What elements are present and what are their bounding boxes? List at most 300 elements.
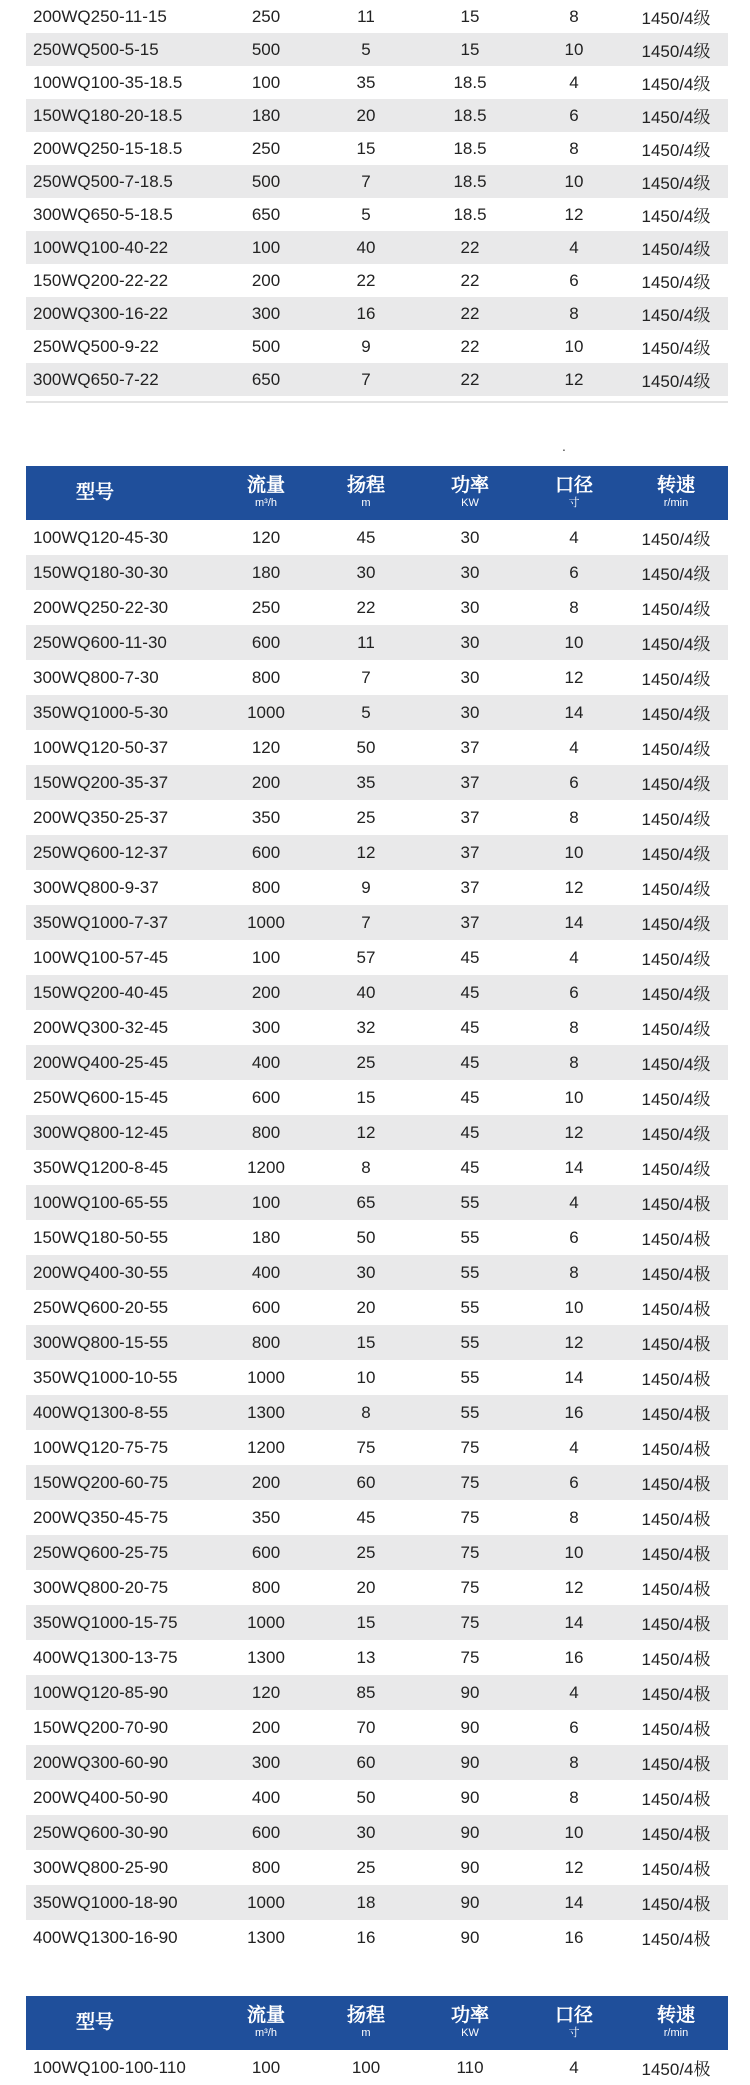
cell-flow: 300 (251, 1017, 281, 1037)
cell-power: 30 (460, 597, 480, 617)
cell-caliber: 4 (569, 1192, 579, 1212)
cell-speed: 1450/4级 (641, 339, 711, 358)
cell-caliber: 10 (564, 632, 584, 652)
cell-power: 90 (460, 1927, 480, 1947)
cell-head: 75 (356, 1437, 376, 1457)
table-row (26, 870, 728, 905)
cell-power: 30 (460, 632, 480, 652)
table-row (26, 1570, 728, 1605)
cell-flow: 1300 (247, 1647, 285, 1667)
cell-speed: 1450/4极 (641, 1510, 711, 1529)
cell-flow: 1000 (247, 1367, 285, 1387)
cell-caliber: 4 (569, 72, 579, 92)
cell-head: 5 (361, 39, 371, 59)
cell-caliber: 14 (564, 1367, 584, 1387)
table-row (26, 330, 728, 363)
cell-speed: 1450/4级 (641, 775, 711, 794)
cell-speed: 1450/4级 (641, 141, 711, 160)
cell-caliber: 8 (569, 1787, 579, 1807)
cell-caliber: 8 (569, 1507, 579, 1527)
cell-caliber: 10 (564, 171, 584, 191)
cell-caliber: 10 (564, 1297, 584, 1317)
cell-head: 35 (356, 72, 376, 92)
cell-model: 300WQ800-12-45 (33, 1122, 169, 1142)
header-speed: 转速 r/min (656, 2005, 695, 2040)
cell-model: 250WQ600-25-75 (33, 1542, 169, 1562)
cell-power: 15 (460, 6, 480, 26)
cell-model: 350WQ1000-10-55 (33, 1367, 178, 1387)
cell-model: 250WQ500-9-22 (33, 336, 159, 356)
cell-model: 200WQ250-15-18.5 (33, 138, 183, 158)
cell-head: 100 (351, 2057, 381, 2077)
cell-caliber: 6 (569, 1227, 579, 1247)
cell-speed: 1450/4级 (641, 174, 711, 193)
cell-caliber: 14 (564, 1612, 584, 1632)
cell-head: 50 (356, 737, 376, 757)
table-row (26, 1640, 728, 1675)
table-row (26, 765, 728, 800)
header-flow: 流量 m³/h (246, 475, 285, 510)
cell-model: 150WQ200-60-75 (33, 1472, 169, 1492)
cell-flow: 1000 (247, 1892, 285, 1912)
table-row (26, 695, 728, 730)
cell-caliber: 8 (569, 1017, 579, 1037)
table-row (26, 2050, 728, 2085)
table-row (26, 1150, 728, 1185)
cell-model: 400WQ1300-16-90 (33, 1927, 178, 1947)
cell-power: 37 (460, 877, 480, 897)
cell-caliber: 6 (569, 1717, 579, 1737)
cell-caliber: 16 (564, 1402, 584, 1422)
cell-flow: 500 (251, 171, 281, 191)
cell-head: 7 (361, 171, 371, 191)
cell-power: 90 (460, 1682, 480, 1702)
table-row (26, 660, 728, 695)
cell-speed: 1450/4极 (641, 1685, 711, 1704)
header-caliber: 口径 寸 (554, 475, 593, 510)
cell-head: 70 (356, 1717, 376, 1737)
cell-power: 45 (460, 1052, 480, 1072)
cell-speed: 1450/4级 (641, 1160, 711, 1179)
table-row (26, 590, 728, 625)
cell-power: 55 (460, 1367, 480, 1387)
cell-speed: 1450/4级 (641, 240, 711, 259)
cell-head: 22 (356, 270, 376, 290)
table-row (26, 1850, 728, 1885)
cell-model: 200WQ400-50-90 (33, 1787, 169, 1807)
cell-power: 55 (460, 1227, 480, 1247)
cell-power: 45 (460, 1087, 480, 1107)
cell-model: 200WQ400-25-45 (33, 1052, 169, 1072)
cell-caliber: 14 (564, 1892, 584, 1912)
cell-caliber: 12 (564, 1332, 584, 1352)
table-row (26, 1325, 728, 1360)
cell-model: 100WQ120-75-75 (33, 1437, 169, 1457)
header-model: 型号 (76, 2012, 115, 2034)
cell-model: 100WQ100-35-18.5 (33, 72, 183, 92)
cell-head: 57 (356, 947, 376, 967)
cell-head: 15 (356, 1612, 376, 1632)
cell-power: 37 (460, 772, 480, 792)
cell-flow: 400 (251, 1052, 281, 1072)
cell-speed: 1450/4极 (641, 1860, 711, 1879)
cell-caliber: 16 (564, 1647, 584, 1667)
cell-speed: 1450/4级 (641, 985, 711, 1004)
cell-head: 15 (356, 1087, 376, 1107)
cell-flow: 180 (251, 562, 281, 582)
cell-flow: 200 (251, 270, 281, 290)
cell-head: 60 (356, 1752, 376, 1772)
cell-caliber: 12 (564, 667, 584, 687)
cell-power: 30 (460, 667, 480, 687)
cell-speed: 1450/4级 (641, 530, 711, 549)
table-row (26, 730, 728, 765)
cell-head: 20 (356, 105, 376, 125)
cell-flow: 300 (251, 1752, 281, 1772)
table-row (26, 1535, 728, 1570)
cell-model: 250WQ600-20-55 (33, 1297, 169, 1317)
cell-speed: 1450/4极 (641, 1825, 711, 1844)
cell-flow: 100 (251, 2057, 281, 2077)
cell-head: 11 (357, 632, 375, 652)
table-row (26, 1220, 728, 1255)
cell-flow: 100 (251, 1192, 281, 1212)
cell-model: 350WQ1200-8-45 (33, 1157, 169, 1177)
header-speed: 转速 r/min (656, 475, 695, 510)
cell-speed: 1450/4极 (641, 1265, 711, 1284)
cell-head: 30 (356, 1262, 376, 1282)
cell-speed: 1450/4极 (641, 1895, 711, 1914)
cell-speed: 1450/4级 (641, 42, 711, 61)
cell-head: 60 (356, 1472, 376, 1492)
cell-speed: 1450/4极 (641, 1580, 711, 1599)
cell-caliber: 8 (569, 138, 579, 158)
table-row (26, 1395, 728, 1430)
cell-flow: 1200 (247, 1437, 285, 1457)
cell-flow: 650 (251, 369, 281, 389)
cell-flow: 1300 (247, 1927, 285, 1947)
cell-head: 40 (356, 237, 376, 257)
cell-power: 110 (456, 2057, 484, 2077)
cell-caliber: 10 (564, 842, 584, 862)
cell-power: 22 (460, 237, 480, 257)
stray-dot: . (562, 438, 566, 454)
cell-speed: 1450/4极 (641, 1650, 711, 1669)
cell-caliber: 4 (569, 1437, 579, 1457)
cell-power: 90 (460, 1857, 480, 1877)
cell-flow: 800 (251, 667, 281, 687)
cell-model: 300WQ650-7-22 (33, 369, 159, 389)
header-power: 功率 KW (450, 475, 489, 510)
header-flow: 流量 m³/h (246, 2005, 285, 2040)
cell-power: 90 (460, 1752, 480, 1772)
cell-speed: 1450/4极 (641, 1405, 711, 1424)
cell-model: 300WQ800-9-37 (33, 877, 159, 897)
cell-flow: 100 (251, 237, 281, 257)
cell-caliber: 12 (564, 877, 584, 897)
cell-model: 100WQ100-57-45 (33, 947, 169, 967)
cell-power: 37 (460, 842, 480, 862)
table-row (26, 1780, 728, 1815)
table-row (26, 1745, 728, 1780)
cell-power: 90 (460, 1892, 480, 1912)
table-row (26, 1430, 728, 1465)
cell-power: 75 (460, 1472, 480, 1492)
table-body (26, 0, 728, 396)
table-header (26, 1996, 728, 2050)
cell-flow: 180 (251, 105, 281, 125)
cell-flow: 250 (251, 597, 281, 617)
table-row (26, 555, 728, 590)
cell-caliber: 10 (564, 336, 584, 356)
cell-head: 10 (356, 1367, 376, 1387)
cell-head: 25 (356, 807, 376, 827)
cell-model: 300WQ800-7-30 (33, 667, 159, 687)
cell-model: 350WQ1000-7-37 (33, 912, 169, 932)
cell-flow: 100 (251, 947, 281, 967)
cell-flow: 1300 (247, 1402, 285, 1422)
cell-power: 30 (460, 527, 480, 547)
cell-model: 400WQ1300-13-75 (33, 1647, 178, 1667)
cell-head: 7 (361, 369, 371, 389)
cell-head: 12 (356, 842, 376, 862)
cell-model: 150WQ200-70-90 (33, 1717, 169, 1737)
cell-head: 7 (361, 667, 371, 687)
cell-head: 20 (356, 1577, 376, 1597)
cell-speed: 1450/4极 (641, 1475, 711, 1494)
cell-speed: 1450/4级 (641, 372, 711, 391)
table-row (26, 363, 728, 396)
cell-power: 55 (460, 1402, 480, 1422)
cell-caliber: 10 (564, 1542, 584, 1562)
cell-caliber: 14 (564, 912, 584, 932)
table-row (26, 975, 728, 1010)
cell-power: 30 (460, 702, 480, 722)
cell-caliber: 8 (569, 807, 579, 827)
cell-caliber: 4 (569, 2057, 579, 2077)
cell-model: 200WQ300-32-45 (33, 1017, 169, 1037)
cell-power: 90 (460, 1822, 480, 1842)
cell-flow: 600 (251, 1542, 281, 1562)
cell-model: 300WQ800-15-55 (33, 1332, 169, 1352)
cell-model: 100WQ120-50-37 (33, 737, 169, 757)
cell-speed: 1450/4级 (641, 9, 711, 28)
cell-flow: 600 (251, 1087, 281, 1107)
cell-head: 12 (356, 1122, 376, 1142)
cell-model: 150WQ200-40-45 (33, 982, 169, 1002)
cell-flow: 500 (251, 39, 281, 59)
cell-head: 25 (356, 1052, 376, 1072)
cell-power: 15 (460, 39, 480, 59)
cell-model: 300WQ800-20-75 (33, 1577, 169, 1597)
cell-speed: 1450/4极 (641, 1370, 711, 1389)
table-header (26, 466, 728, 520)
table-row (26, 198, 728, 231)
cell-model: 100WQ120-85-90 (33, 1682, 169, 1702)
cell-caliber: 8 (569, 597, 579, 617)
spec-table-3 (26, 1996, 728, 2085)
cell-power: 45 (460, 1157, 480, 1177)
cell-head: 7 (361, 912, 371, 932)
cell-model: 350WQ1000-15-75 (33, 1612, 178, 1632)
cell-speed: 1450/4级 (641, 810, 711, 829)
cell-power: 45 (460, 982, 480, 1002)
cell-head: 32 (356, 1017, 376, 1037)
cell-speed: 1450/4级 (641, 1090, 711, 1109)
cell-flow: 600 (251, 632, 281, 652)
table-row (26, 1710, 728, 1745)
table-row (26, 520, 728, 555)
cell-power: 75 (460, 1437, 480, 1457)
cell-model: 200WQ250-22-30 (33, 597, 169, 617)
table-row (26, 1500, 728, 1535)
cell-flow: 800 (251, 1577, 281, 1597)
cell-head: 5 (361, 702, 371, 722)
cell-head: 15 (356, 1332, 376, 1352)
table-row (26, 1675, 728, 1710)
table-row (26, 66, 728, 99)
cell-flow: 120 (251, 527, 281, 547)
cell-caliber: 12 (564, 1577, 584, 1597)
cell-model: 100WQ100-100-110 (33, 2057, 186, 2077)
table-row (26, 905, 728, 940)
cell-speed: 1450/4级 (641, 740, 711, 759)
table-row (26, 132, 728, 165)
cell-head: 25 (356, 1542, 376, 1562)
cell-head: 85 (356, 1682, 376, 1702)
cell-model: 150WQ200-35-37 (33, 772, 169, 792)
cell-head: 9 (361, 877, 371, 897)
cell-power: 22 (460, 369, 480, 389)
cell-head: 8 (361, 1157, 371, 1177)
table-row (26, 1045, 728, 1080)
cell-flow: 600 (251, 1297, 281, 1317)
cell-head: 25 (356, 1857, 376, 1877)
cell-flow: 120 (251, 737, 281, 757)
table-row (26, 835, 728, 870)
cell-flow: 120 (251, 1682, 281, 1702)
table-row (26, 1815, 728, 1850)
cell-power: 90 (460, 1717, 480, 1737)
cell-power: 45 (460, 1017, 480, 1037)
cell-speed: 1450/4极 (641, 2060, 711, 2079)
table-row (26, 1885, 728, 1920)
cell-speed: 1450/4级 (641, 600, 711, 619)
table-row (26, 264, 728, 297)
cell-model: 200WQ350-45-75 (33, 1507, 169, 1527)
cell-power: 75 (460, 1542, 480, 1562)
cell-speed: 1450/4极 (641, 1790, 711, 1809)
cell-head: 20 (356, 1297, 376, 1317)
cell-power: 75 (460, 1647, 480, 1667)
cell-caliber: 6 (569, 1472, 579, 1492)
cell-head: 8 (361, 1402, 371, 1422)
cell-speed: 1450/4极 (641, 1230, 711, 1249)
cell-power: 75 (460, 1612, 480, 1632)
table-row (26, 297, 728, 330)
cell-speed: 1450/4极 (641, 1300, 711, 1319)
table-body (26, 2050, 728, 2085)
cell-speed: 1450/4级 (641, 108, 711, 127)
cell-caliber: 12 (564, 1857, 584, 1877)
cell-head: 50 (356, 1227, 376, 1247)
table-body (26, 520, 728, 1955)
cell-caliber: 8 (569, 1752, 579, 1772)
cell-flow: 300 (251, 303, 281, 323)
cell-head: 50 (356, 1787, 376, 1807)
cell-speed: 1450/4级 (641, 950, 711, 969)
cell-head: 9 (361, 336, 371, 356)
cell-flow: 800 (251, 1122, 281, 1142)
cell-speed: 1450/4级 (641, 1055, 711, 1074)
cell-speed: 1450/4极 (641, 1720, 711, 1739)
cell-speed: 1450/4级 (641, 565, 711, 584)
cell-model: 250WQ600-30-90 (33, 1822, 169, 1842)
table-row (26, 1605, 728, 1640)
cell-model: 200WQ300-60-90 (33, 1752, 169, 1772)
cell-head: 65 (356, 1192, 376, 1212)
table-row (26, 165, 728, 198)
cell-caliber: 14 (564, 702, 584, 722)
table-row (26, 99, 728, 132)
cell-speed: 1450/4极 (641, 1755, 711, 1774)
cell-power: 22 (460, 270, 480, 290)
cell-head: 30 (356, 562, 376, 582)
table-row (26, 800, 728, 835)
cell-flow: 1000 (247, 1612, 285, 1632)
cell-model: 200WQ350-25-37 (33, 807, 169, 827)
cell-caliber: 8 (569, 303, 579, 323)
cell-flow: 600 (251, 842, 281, 862)
cell-model: 150WQ180-20-18.5 (33, 105, 183, 125)
cell-flow: 500 (251, 336, 281, 356)
cell-power: 75 (460, 1507, 480, 1527)
cell-caliber: 4 (569, 947, 579, 967)
cell-speed: 1450/4级 (641, 705, 711, 724)
cell-caliber: 6 (569, 270, 579, 290)
cell-speed: 1450/4极 (641, 1545, 711, 1564)
cell-power: 55 (460, 1332, 480, 1352)
cell-caliber: 12 (564, 204, 584, 224)
cell-flow: 350 (251, 807, 281, 827)
table-row (26, 1360, 728, 1395)
cell-speed: 1450/4极 (641, 1335, 711, 1354)
cell-flow: 200 (251, 982, 281, 1002)
cell-model: 350WQ1000-5-30 (33, 702, 169, 722)
cell-flow: 600 (251, 1822, 281, 1842)
cell-head: 16 (356, 1927, 376, 1947)
cell-caliber: 4 (569, 737, 579, 757)
header-model: 型号 (76, 482, 115, 504)
cell-power: 18.5 (453, 171, 487, 191)
cell-model: 300WQ650-5-18.5 (33, 204, 173, 224)
table-row (26, 1185, 728, 1220)
cell-speed: 1450/4级 (641, 915, 711, 934)
cell-power: 75 (460, 1577, 480, 1597)
cell-flow: 1200 (247, 1157, 285, 1177)
cell-model: 250WQ500-5-15 (33, 39, 159, 59)
cell-speed: 1450/4级 (641, 845, 711, 864)
cell-flow: 800 (251, 877, 281, 897)
table-divider (26, 401, 728, 403)
cell-head: 45 (356, 1507, 376, 1527)
cell-flow: 800 (251, 1857, 281, 1877)
cell-head: 35 (356, 772, 376, 792)
cell-speed: 1450/4级 (641, 1125, 711, 1144)
cell-power: 55 (460, 1297, 480, 1317)
cell-caliber: 6 (569, 105, 579, 125)
cell-power: 45 (460, 1122, 480, 1142)
